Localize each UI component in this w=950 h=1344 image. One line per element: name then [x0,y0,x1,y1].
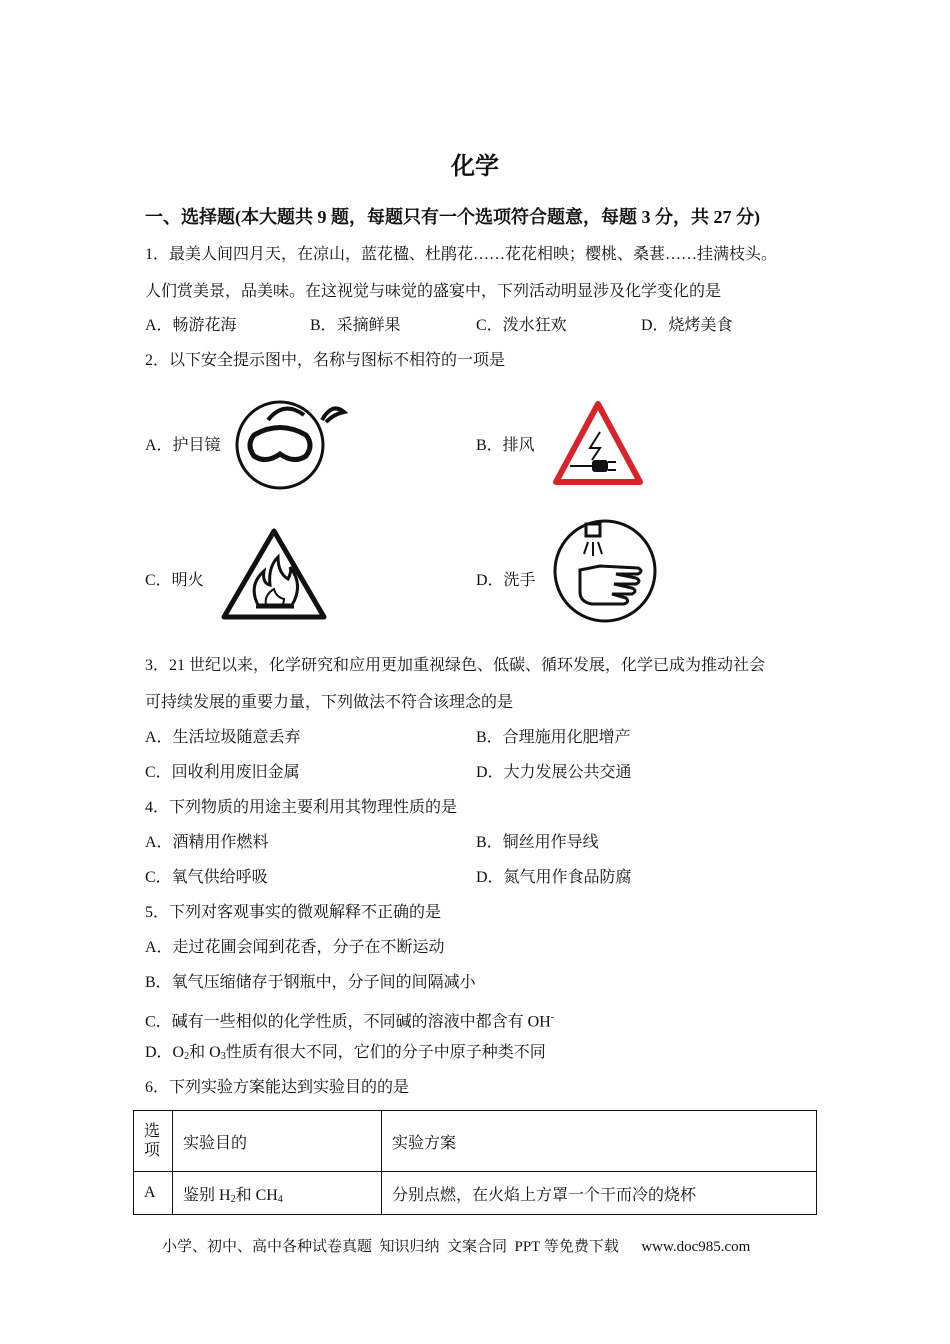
goal-part1: 鉴别 H [183,1186,231,1204]
q4-option-d: D．氮气用作食品防腐 [476,869,632,886]
page-title: 化学 [451,154,499,180]
table-row [134,1172,817,1215]
subscript: 2 [184,1051,190,1062]
q3-option-c: C．回收利用废旧金属 [145,764,300,781]
q2-option-a: A．护目镜 [145,437,221,454]
q2-stem: 2．以下安全提示图中，名称与图标不相符的一项是 [145,352,506,369]
q5-d-part1: D．O [145,1044,185,1061]
q4-option-a: A．酒精用作燃料 [145,834,269,851]
q4-option-c: C．氧气供给呼吸 [145,869,268,886]
q3-option-b: B．合理施用化肥增产 [476,729,631,746]
q2-option-b: B．排风 [476,437,535,454]
header-goal: 实验目的 [173,1111,382,1172]
q5-d-part2: 和 O [189,1044,221,1061]
q1-option-b: B．采摘鲜果 [310,317,401,334]
superscript: - [550,1012,555,1023]
q2-option-c: C．明火 [145,572,204,589]
electric-hazard-icon [552,400,644,486]
row-option: A [134,1172,173,1215]
q3-stem-line2: 可持续发展的重要力量，下列做法不符合该理念的是 [145,694,514,711]
q3-stem-line1: 3．21 世纪以来，化学研究和应用更加重视绿色、低碳、循环发展，化学已成为推动社会 [145,657,766,674]
q5-d-part3: 性质有很大不同，它们的分子中原子种类不同 [225,1044,546,1061]
subscript: 3 [220,1051,226,1062]
row-plan: 分别点燃，在火焰上方罩一个干而冷的烧杯 [382,1172,817,1215]
q2-option-d: D．洗手 [476,572,536,589]
q5-option-c [145,1008,554,1032]
q1-option-a: A．畅游花海 [145,317,237,334]
q5-stem: 5．下列对客观事实的微观解释不正确的是 [145,904,442,921]
q1-option-d: D．烧烤美食 [641,317,733,334]
q1-stem-line2: 人们赏美景，品美味。在这视觉与味觉的盛宴中，下列活动明显涉及化学变化的是 [145,283,722,300]
q4-option-b: B．铜丝用作导线 [476,834,599,851]
q5-option-b: B．氧气压缩储存于钢瓶中，分子间的间隔减小 [145,974,476,991]
table-header-row [134,1111,817,1172]
q1-stem-line1: 1．最美人间四月天，在凉山，蓝花楹、杜鹃花……花花相映；樱桃、桑葚……挂满枝头。 [145,246,778,263]
footer: 小学、初中、高中各种试卷真题 知识归纳 文案合同 PPT 等免费下载 www.doc985.com [162,1239,751,1255]
row-goal [173,1172,382,1215]
section-heading: 一、选择题(本大题共 9 题，每题只有一个选项符合题意，每题 3 分，共 27 分) [145,207,760,227]
q6-table [133,1110,817,1215]
hand-wash-icon [552,518,658,624]
q4-stem: 4．下列物质的用途主要利用其物理性质的是 [145,799,458,816]
subscript: 2 [230,1193,236,1205]
q1-option-c: C．泼水狂欢 [476,317,567,334]
subscript: 4 [277,1193,283,1205]
header-option-char2: 项 [144,1142,161,1159]
q5-option-c-text: C．碱有一些相似的化学性质，不同碱的溶液中都含有 OH [145,1013,551,1031]
header-option-char1: 选 [144,1123,161,1140]
q3-option-a: A．生活垃圾随意丢弃 [145,729,301,746]
goggles-icon [234,390,348,494]
goal-part2: 和 CH [235,1186,278,1204]
q5-option-d [145,1043,546,1067]
q3-option-d: D．大力发展公共交通 [476,764,632,781]
q6-stem: 6．下列实验方案能达到实验目的的是 [145,1079,410,1096]
q5-option-a: A．走过花圃会闻到花香，分子在不断运动 [145,939,445,956]
header-plan: 实验方案 [382,1111,817,1172]
header-option [134,1111,173,1172]
open-flame-icon [220,527,328,621]
